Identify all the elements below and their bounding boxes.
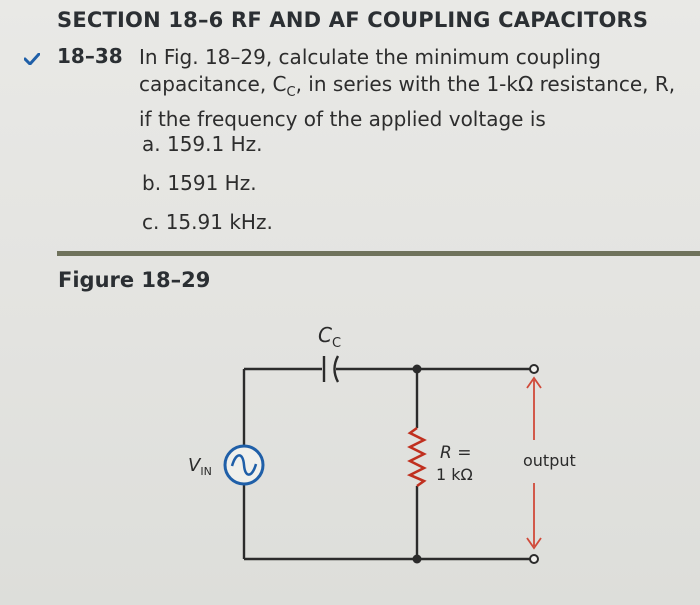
output-label: output (523, 451, 576, 470)
answer-c: c. 15.91 kHz. (142, 210, 273, 234)
resistor-label-line1: R = (440, 443, 472, 463)
terminal-bottom (530, 555, 538, 563)
problem-line-2: capacitance, $C_C$, in series with the 1-kΩ resistance, R, (139, 72, 676, 100)
problem-number: 18–38 (57, 44, 123, 68)
problem-line-3: if the frequency of the applied voltage is (139, 107, 546, 131)
terminal-top (530, 365, 538, 373)
resistor-label-line2: 1 kΩ (436, 465, 473, 484)
junction-top (413, 365, 422, 374)
figure-label: Figure 18–29 (58, 268, 211, 292)
junction-bottom (413, 555, 422, 564)
problem-line-1: In Fig. 18–29, calculate the minimum coupling (139, 45, 601, 69)
answer-a: a. 159.1 Hz. (142, 132, 263, 156)
cap-label: $C_C$ (318, 323, 342, 351)
answer-b: b. 1591 Hz. (142, 171, 257, 195)
section-title: SECTION 18–6 RF AND AF COUPLING CAPACITORS (57, 8, 649, 32)
resistor-zigzag (410, 428, 424, 486)
source-label: $V_{IN}$ (188, 455, 212, 478)
